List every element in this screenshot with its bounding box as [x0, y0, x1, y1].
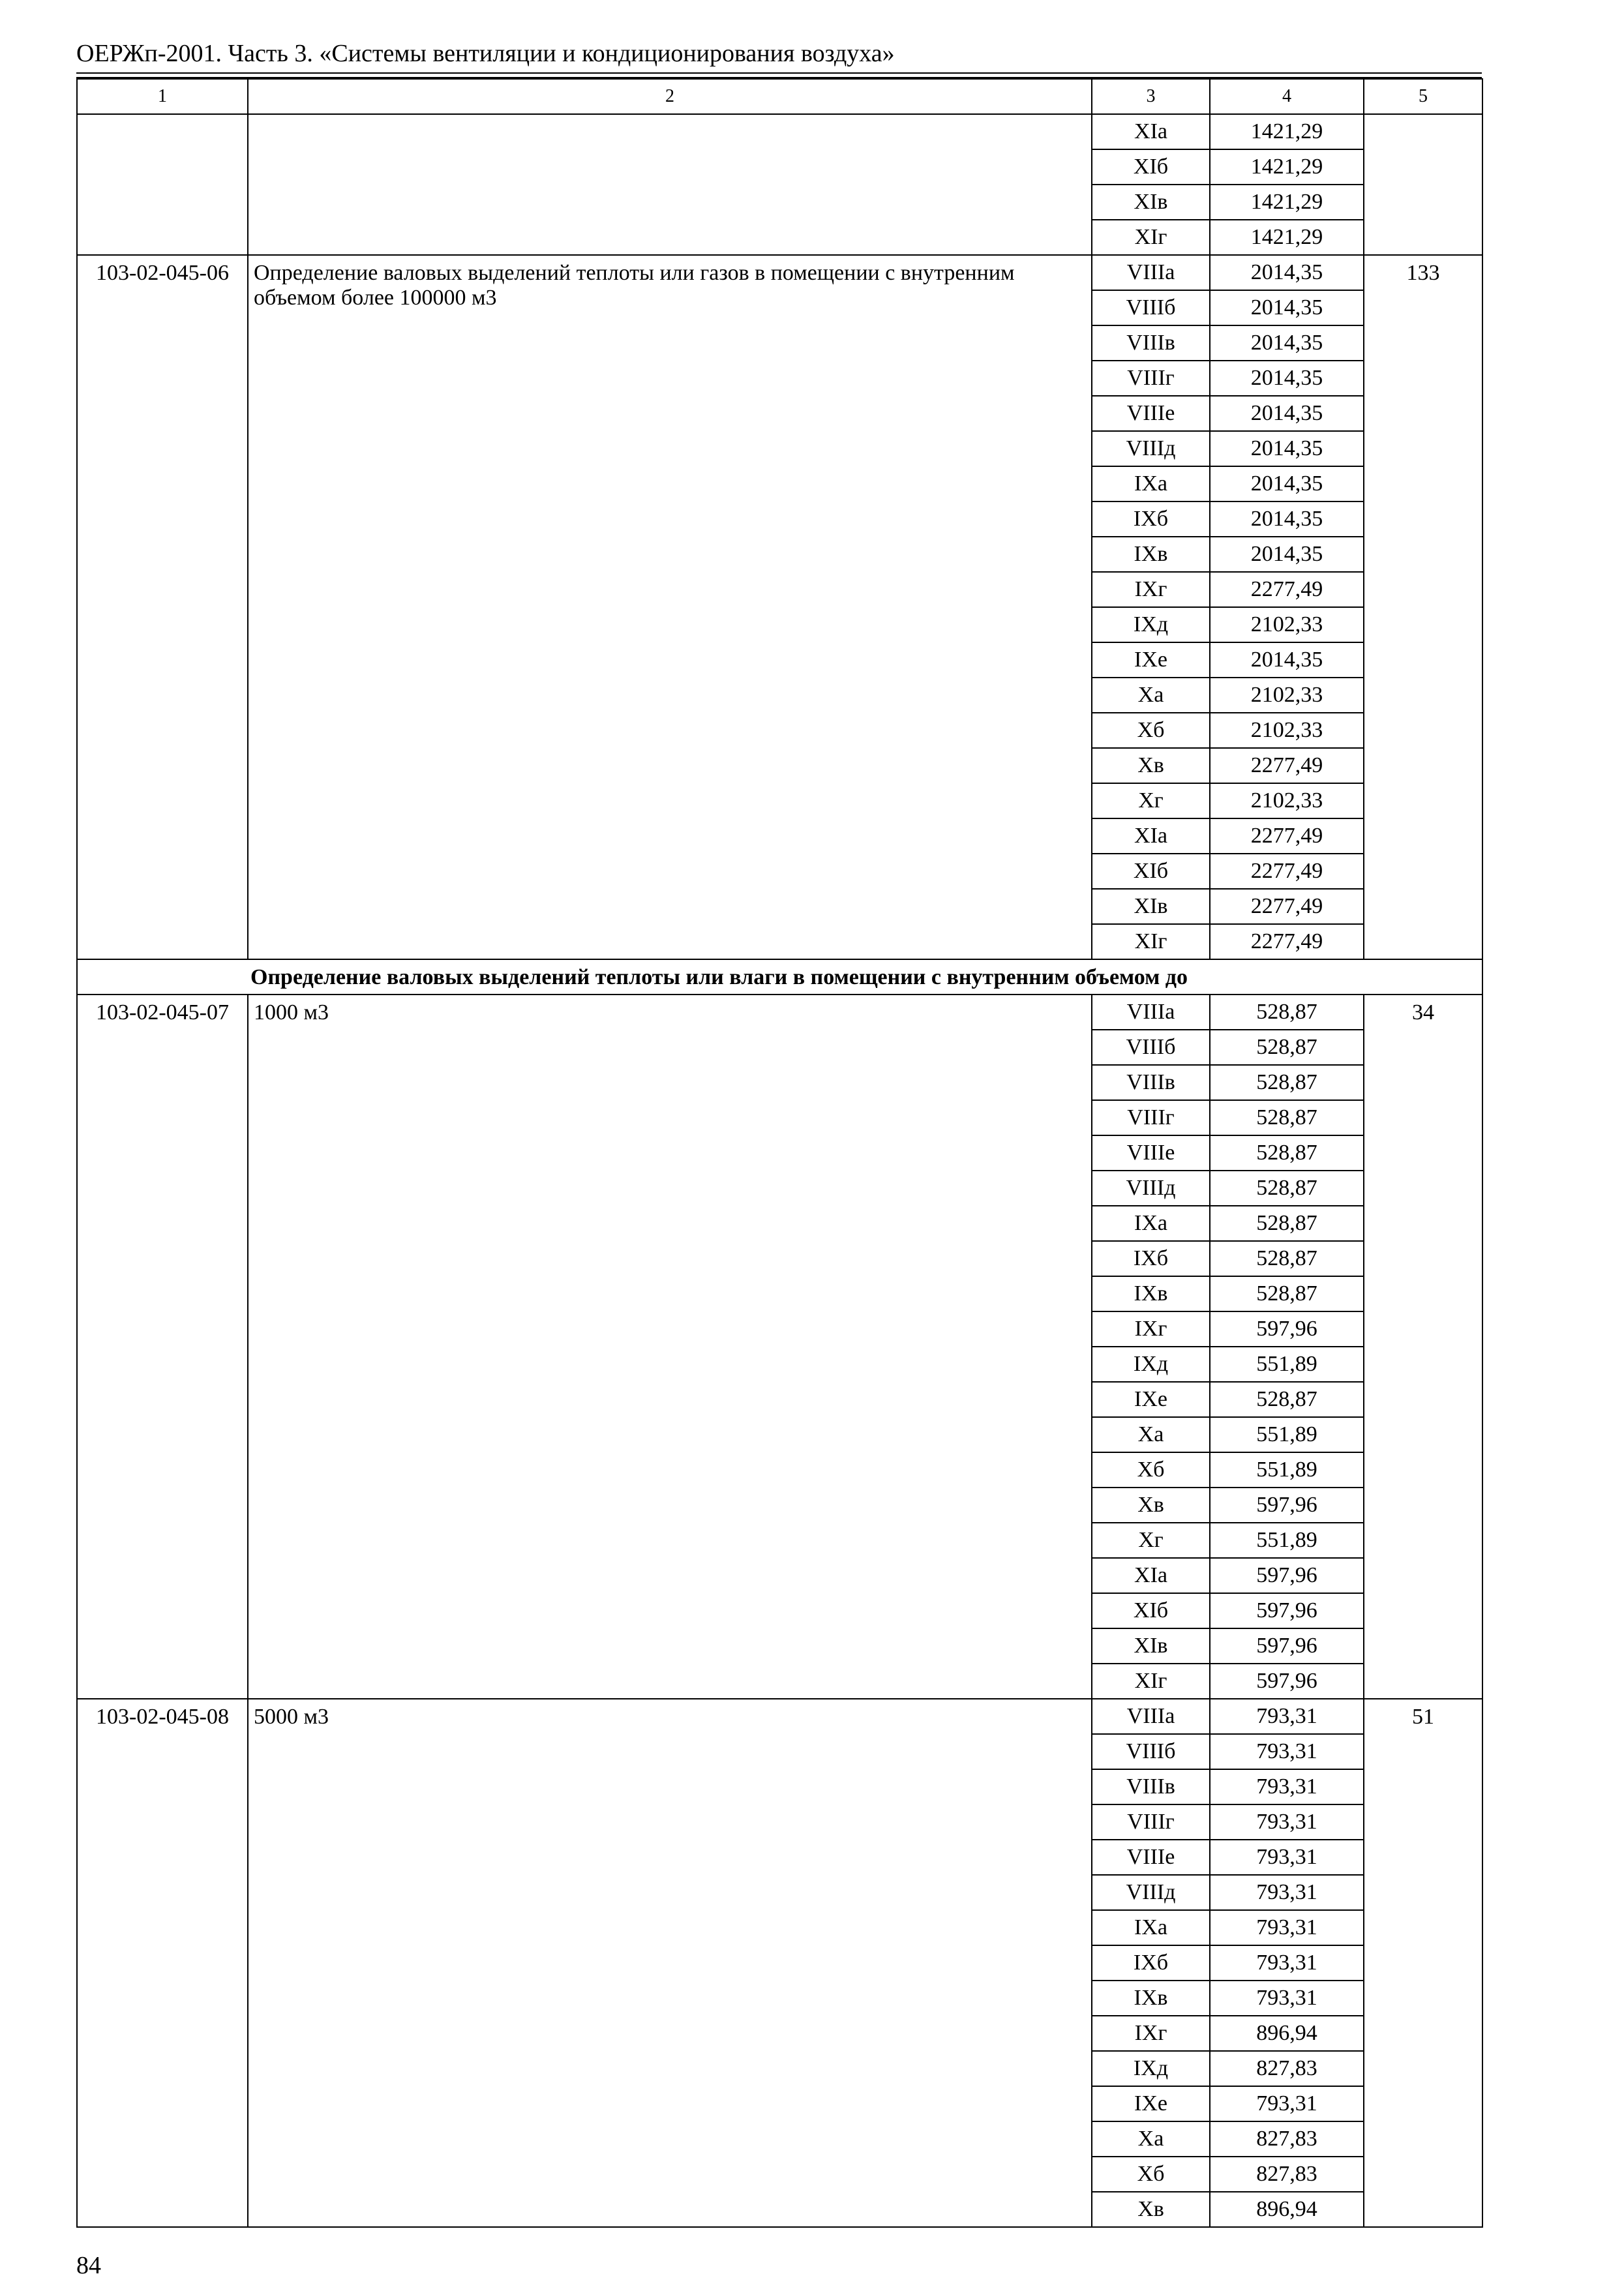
zone-cell: Xа	[1092, 678, 1210, 713]
zone-cell: VIIIв	[1092, 1065, 1210, 1100]
entry-code	[77, 114, 248, 255]
price-cell: 2102,33	[1210, 713, 1364, 748]
price-cell: 793,31	[1210, 1875, 1364, 1910]
price-cell: 528,87	[1210, 1241, 1364, 1276]
column-header-2: 2	[248, 79, 1092, 114]
price-cell: 2014,35	[1210, 642, 1364, 678]
zone-cell: IXе	[1092, 2086, 1210, 2121]
price-cell: 2277,49	[1210, 854, 1364, 889]
price-cell: 2102,33	[1210, 678, 1364, 713]
zone-cell: IXв	[1092, 1981, 1210, 2016]
zone-cell: XIг	[1092, 1664, 1210, 1699]
zone-cell: XIв	[1092, 185, 1210, 220]
zone-cell: IXв	[1092, 537, 1210, 572]
price-cell: 597,96	[1210, 1558, 1364, 1593]
zone-cell: XIа	[1092, 1558, 1210, 1593]
rates-table-body	[77, 79, 1482, 2227]
zone-cell: Xа	[1092, 1417, 1210, 1452]
price-cell: 2277,49	[1210, 924, 1364, 959]
entry-column-5: 51	[1364, 1699, 1482, 2227]
column-header-row	[77, 79, 1482, 114]
zone-cell: XIг	[1092, 220, 1210, 255]
zone-cell: IXб	[1092, 501, 1210, 537]
price-cell: 896,94	[1210, 2016, 1364, 2051]
price-cell: 793,31	[1210, 2086, 1364, 2121]
entry-column-5: 133	[1364, 255, 1482, 959]
page-header: ОЕРЖп-2001. Часть 3. «Системы вентиляции и кондиционирования воздуха»	[76, 40, 895, 67]
zone-cell: Xб	[1092, 1452, 1210, 1488]
zone-cell: VIIIд	[1092, 431, 1210, 466]
zone-cell: Xв	[1092, 1488, 1210, 1523]
zone-cell: XIа	[1092, 818, 1210, 854]
zone-cell: VIIIг	[1092, 361, 1210, 396]
zone-cell: VIIIа	[1092, 1699, 1210, 1734]
price-cell: 597,96	[1210, 1488, 1364, 1523]
zone-cell: XIа	[1092, 114, 1210, 149]
entry-description: 5000 м3	[248, 1699, 1092, 2227]
zone-cell: VIIIг	[1092, 1804, 1210, 1840]
zone-cell: IXд	[1092, 607, 1210, 642]
entry-description: Определение валовых выделений теплоты или газов в помещении с внутренним объемом более 100000 м3	[248, 255, 1092, 959]
zone-cell: IXе	[1092, 1382, 1210, 1417]
price-cell: 2014,35	[1210, 501, 1364, 537]
zone-cell: VIIIг	[1092, 1100, 1210, 1135]
price-cell: 2014,35	[1210, 396, 1364, 431]
price-cell: 597,96	[1210, 1664, 1364, 1699]
zone-cell: XIв	[1092, 1628, 1210, 1664]
price-cell: 528,87	[1210, 1100, 1364, 1135]
price-cell: 793,31	[1210, 1734, 1364, 1769]
price-cell: 793,31	[1210, 1804, 1364, 1840]
price-cell: 1421,29	[1210, 114, 1364, 149]
price-cell: 551,89	[1210, 1452, 1364, 1488]
price-cell: 793,31	[1210, 1945, 1364, 1981]
price-cell: 827,83	[1210, 2051, 1364, 2086]
zone-cell: VIIIб	[1092, 1030, 1210, 1065]
zone-cell: IXб	[1092, 1945, 1210, 1981]
entry-code: 103-02-045-08	[77, 1699, 248, 2227]
entry-description	[248, 114, 1092, 255]
entry-description: 1000 м3	[248, 995, 1092, 1699]
price-cell: 793,31	[1210, 1769, 1364, 1804]
price-cell: 2014,35	[1210, 325, 1364, 361]
price-cell: 551,89	[1210, 1523, 1364, 1558]
zone-cell: Xб	[1092, 713, 1210, 748]
zone-cell: VIIIа	[1092, 255, 1210, 290]
price-cell: 597,96	[1210, 1311, 1364, 1347]
price-cell: 2014,35	[1210, 361, 1364, 396]
zone-cell: XIб	[1092, 1593, 1210, 1628]
zone-cell: Xг	[1092, 783, 1210, 818]
price-cell: 1421,29	[1210, 185, 1364, 220]
zone-cell: IXб	[1092, 1241, 1210, 1276]
entry-column-5	[1364, 114, 1482, 255]
price-cell: 2014,35	[1210, 466, 1364, 501]
price-cell: 793,31	[1210, 1840, 1364, 1875]
zone-cell: Xа	[1092, 2121, 1210, 2157]
zone-cell: IXг	[1092, 2016, 1210, 2051]
zone-cell: Xв	[1092, 2192, 1210, 2227]
table-row	[77, 1699, 1482, 1734]
price-cell: 2277,49	[1210, 889, 1364, 924]
price-cell: 528,87	[1210, 995, 1364, 1030]
price-cell: 2102,33	[1210, 607, 1364, 642]
price-cell: 528,87	[1210, 1276, 1364, 1311]
zone-cell: VIIIе	[1092, 1135, 1210, 1171]
zone-cell: VIIIб	[1092, 1734, 1210, 1769]
table-row	[77, 995, 1482, 1030]
zone-cell: XIг	[1092, 924, 1210, 959]
section-heading-row	[77, 959, 1482, 995]
table-row	[77, 114, 1482, 149]
price-cell: 528,87	[1210, 1065, 1364, 1100]
zone-cell: Xг	[1092, 1523, 1210, 1558]
price-cell: 2014,35	[1210, 255, 1364, 290]
price-cell: 2014,35	[1210, 537, 1364, 572]
price-cell: 2014,35	[1210, 431, 1364, 466]
column-header-1: 1	[77, 79, 248, 114]
zone-cell: VIIIв	[1092, 1769, 1210, 1804]
price-cell: 528,87	[1210, 1382, 1364, 1417]
zone-cell: VIIIе	[1092, 1840, 1210, 1875]
zone-cell: IXв	[1092, 1276, 1210, 1311]
zone-cell: IXе	[1092, 642, 1210, 678]
price-cell: 793,31	[1210, 1910, 1364, 1945]
rates-table	[76, 78, 1483, 2228]
zone-cell: XIб	[1092, 854, 1210, 889]
price-cell: 793,31	[1210, 1699, 1364, 1734]
zone-cell: IXа	[1092, 1910, 1210, 1945]
zone-cell: VIIIд	[1092, 1171, 1210, 1206]
price-cell: 1421,29	[1210, 220, 1364, 255]
page-number: 84	[76, 2252, 101, 2279]
zone-cell: VIIIв	[1092, 325, 1210, 361]
price-cell: 1421,29	[1210, 149, 1364, 185]
column-header-4: 4	[1210, 79, 1364, 114]
entry-column-5: 34	[1364, 995, 1482, 1699]
price-cell: 827,83	[1210, 2121, 1364, 2157]
zone-cell: IXг	[1092, 1311, 1210, 1347]
price-cell: 597,96	[1210, 1628, 1364, 1664]
section-heading: Определение валовых выделений теплоты или влаги в помещении с внутренним объемом до	[77, 959, 1482, 995]
zone-cell: VIIIа	[1092, 995, 1210, 1030]
zone-cell: IXа	[1092, 1206, 1210, 1241]
entry-code: 103-02-045-07	[77, 995, 248, 1699]
zone-cell: VIIIд	[1092, 1875, 1210, 1910]
entry-code: 103-02-045-06	[77, 255, 248, 959]
zone-cell: Xв	[1092, 748, 1210, 783]
price-cell: 2014,35	[1210, 290, 1364, 325]
table-row	[77, 255, 1482, 290]
zone-cell: IXг	[1092, 572, 1210, 607]
zone-cell: VIIIб	[1092, 290, 1210, 325]
price-cell: 2277,49	[1210, 818, 1364, 854]
price-cell: 2277,49	[1210, 572, 1364, 607]
price-cell: 528,87	[1210, 1030, 1364, 1065]
price-cell: 2277,49	[1210, 748, 1364, 783]
zone-cell: IXд	[1092, 1347, 1210, 1382]
price-cell: 793,31	[1210, 1981, 1364, 2016]
price-cell: 896,94	[1210, 2192, 1364, 2227]
zone-cell: XIв	[1092, 889, 1210, 924]
price-cell: 528,87	[1210, 1135, 1364, 1171]
zone-cell: Xб	[1092, 2157, 1210, 2192]
zone-cell: IXд	[1092, 2051, 1210, 2086]
price-cell: 827,83	[1210, 2157, 1364, 2192]
price-cell: 528,87	[1210, 1206, 1364, 1241]
price-cell: 528,87	[1210, 1171, 1364, 1206]
price-cell: 551,89	[1210, 1417, 1364, 1452]
zone-cell: VIIIе	[1092, 396, 1210, 431]
zone-cell: IXа	[1092, 466, 1210, 501]
column-header-5: 5	[1364, 79, 1482, 114]
price-cell: 551,89	[1210, 1347, 1364, 1382]
header-rule-top	[76, 72, 1482, 74]
column-header-3: 3	[1092, 79, 1210, 114]
price-cell: 597,96	[1210, 1593, 1364, 1628]
zone-cell: XIб	[1092, 149, 1210, 185]
price-cell: 2102,33	[1210, 783, 1364, 818]
